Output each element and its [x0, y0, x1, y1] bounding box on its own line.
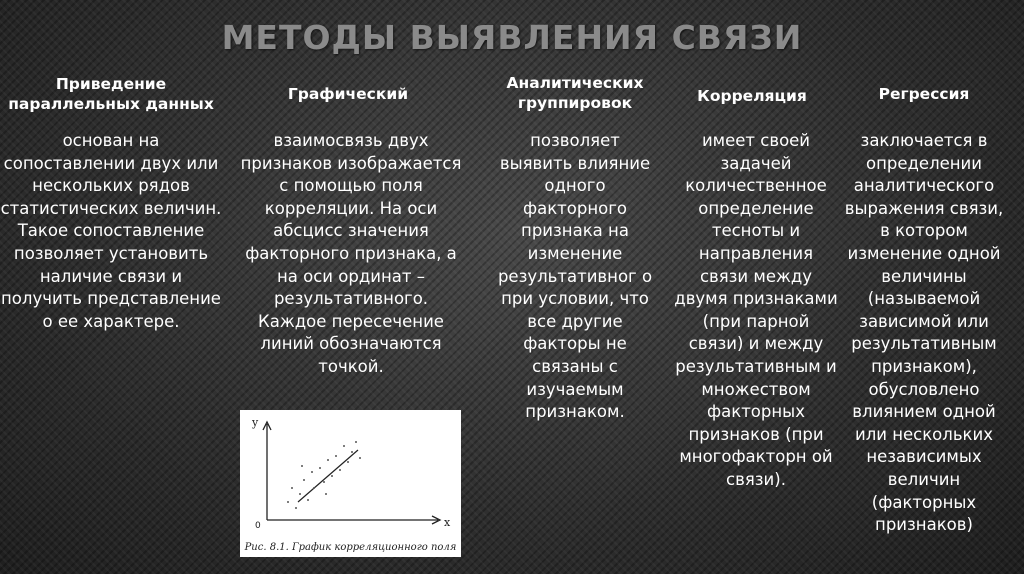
text-correlation: имеет своей задачей количественное определение тесноты и направления связи между двумя признаками (при парной связи) и между результативным и множеством факторных признаков (при многофакторн ой связи). [674, 131, 838, 489]
point [343, 445, 345, 447]
heading-regression: Регрессия [878, 85, 970, 103]
x-axis-label: x [444, 516, 451, 529]
heading-correlation: Корреляция [697, 87, 807, 105]
correlation-field-figure [240, 410, 461, 557]
point [339, 469, 341, 471]
point [287, 501, 289, 503]
point [327, 459, 329, 461]
point [347, 461, 349, 463]
correlation-field-plot [240, 410, 461, 540]
point [323, 481, 325, 483]
point [295, 507, 297, 509]
page-title: МЕТОДЫ ВЫЯВЛЕНИЯ СВЯЗИ [221, 18, 803, 57]
text-graphic: взаимосвязь двух признаков изображается с помощью поля корреляции. На оси абсцисс значения факторного признака, а на оси ординат – результативного. Каждое пересечение линий обозначаются точкой. [240, 131, 462, 376]
point [313, 487, 315, 489]
point [319, 467, 321, 469]
text-regression: заключается в определении аналитического выражения связи, в котором изменение одной величины (называемой зависимой или результативным признаком), обусловлено влиянием одной или нескольких независимых величин (факторных признаков) [844, 131, 1004, 535]
point [325, 493, 327, 495]
scatter-points [287, 441, 361, 509]
y-axis-label: y [252, 416, 259, 429]
point [291, 487, 293, 489]
heading-graphic: Графический [287, 85, 409, 103]
regression-line [298, 450, 358, 502]
point [359, 457, 361, 459]
text-analytic-groupings: позволяет выявить влияние одного факторного признака на изменение результативног о при условии, что все другие факторы не связаны с изучаемым признаком. [497, 131, 653, 422]
figure-caption: Рис. 8.1. График корреляционного поля [244, 542, 457, 553]
heading-parallel-data: Приведение параллельных данных [8, 75, 214, 113]
origin-label: 0 [255, 521, 261, 531]
point [335, 455, 337, 457]
point [311, 471, 313, 473]
point [355, 441, 357, 443]
point [307, 499, 309, 501]
point [301, 465, 303, 467]
point [299, 493, 301, 495]
text-parallel-data: основан на сопоставлении двух или нескольких рядов статистических величин. Такое сопоставление позволяет установить наличие связи и получить представление о ее характере. [0, 131, 222, 331]
point [351, 451, 353, 453]
point [331, 475, 333, 477]
point [303, 479, 305, 481]
heading-analytic-groupings: Аналитических группировок [506, 74, 644, 112]
